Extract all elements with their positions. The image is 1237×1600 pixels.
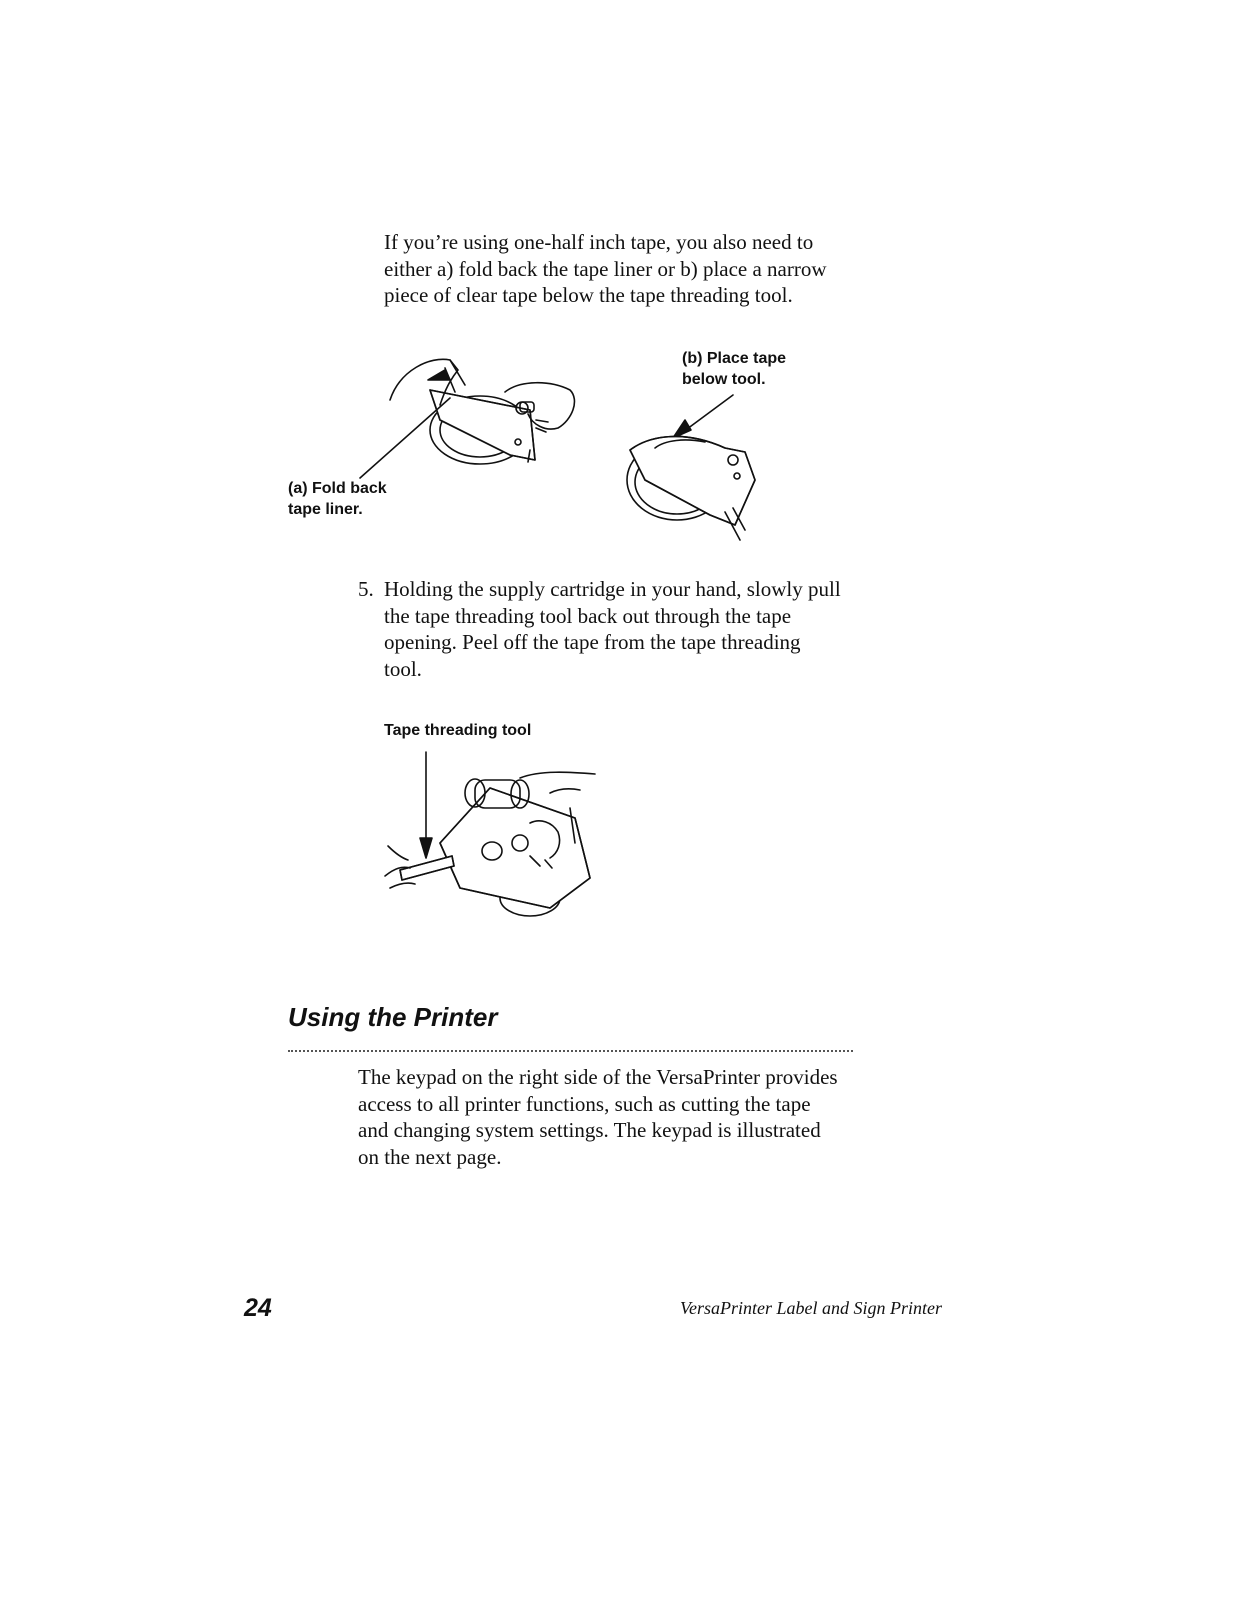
caption-tape-threading-tool: Tape threading tool: [384, 722, 532, 739]
heading-divider: [288, 1050, 853, 1052]
paragraph-line: and changing system settings. The keypad is illustrated: [358, 1118, 821, 1142]
step-line: the tape threading tool back out through the tape: [384, 603, 792, 628]
step-line: Holding the supply cartridge in your hand, slowly pull: [384, 577, 841, 601]
section-paragraph: [358, 1064, 858, 1170]
caption-line: below tool.: [682, 371, 766, 388]
intro-line: piece of clear tape below the tape threading tool.: [384, 283, 793, 307]
step-line: tool.: [384, 656, 422, 681]
caption-line: tape liner.: [288, 501, 363, 518]
caption-fold-back: [288, 478, 387, 520]
section-heading: Using the Printer: [288, 1002, 498, 1032]
step-number: 5.: [358, 577, 374, 601]
fold-back-liner-illustration: [300, 350, 600, 490]
paragraph-line: access to all printer functions, such as cutting the tape: [358, 1091, 811, 1116]
caption-line: (a) Fold back: [288, 480, 387, 497]
intro-line: If you’re using one-half inch tape, you also need to: [384, 230, 814, 254]
paragraph-line: on the next page.: [358, 1144, 502, 1169]
running-title: VersaPrinter Label and Sign Printer: [680, 1298, 942, 1318]
intro-paragraph: [384, 229, 864, 309]
caption-place-tape: [682, 348, 786, 390]
page-number: 24: [244, 1294, 272, 1322]
threading-tool-illustration: [380, 748, 610, 923]
step-line: opening. Peel off the tape from the tape threading: [384, 630, 801, 654]
intro-line: either a) fold back the tape liner or b) place a narrow: [384, 256, 827, 281]
step-5: [358, 576, 858, 682]
caption-line: (b) Place tape: [682, 350, 787, 367]
place-tape-illustration: [615, 390, 780, 550]
paragraph-line: The keypad on the right side of the VersaPrinter provides: [358, 1065, 838, 1089]
